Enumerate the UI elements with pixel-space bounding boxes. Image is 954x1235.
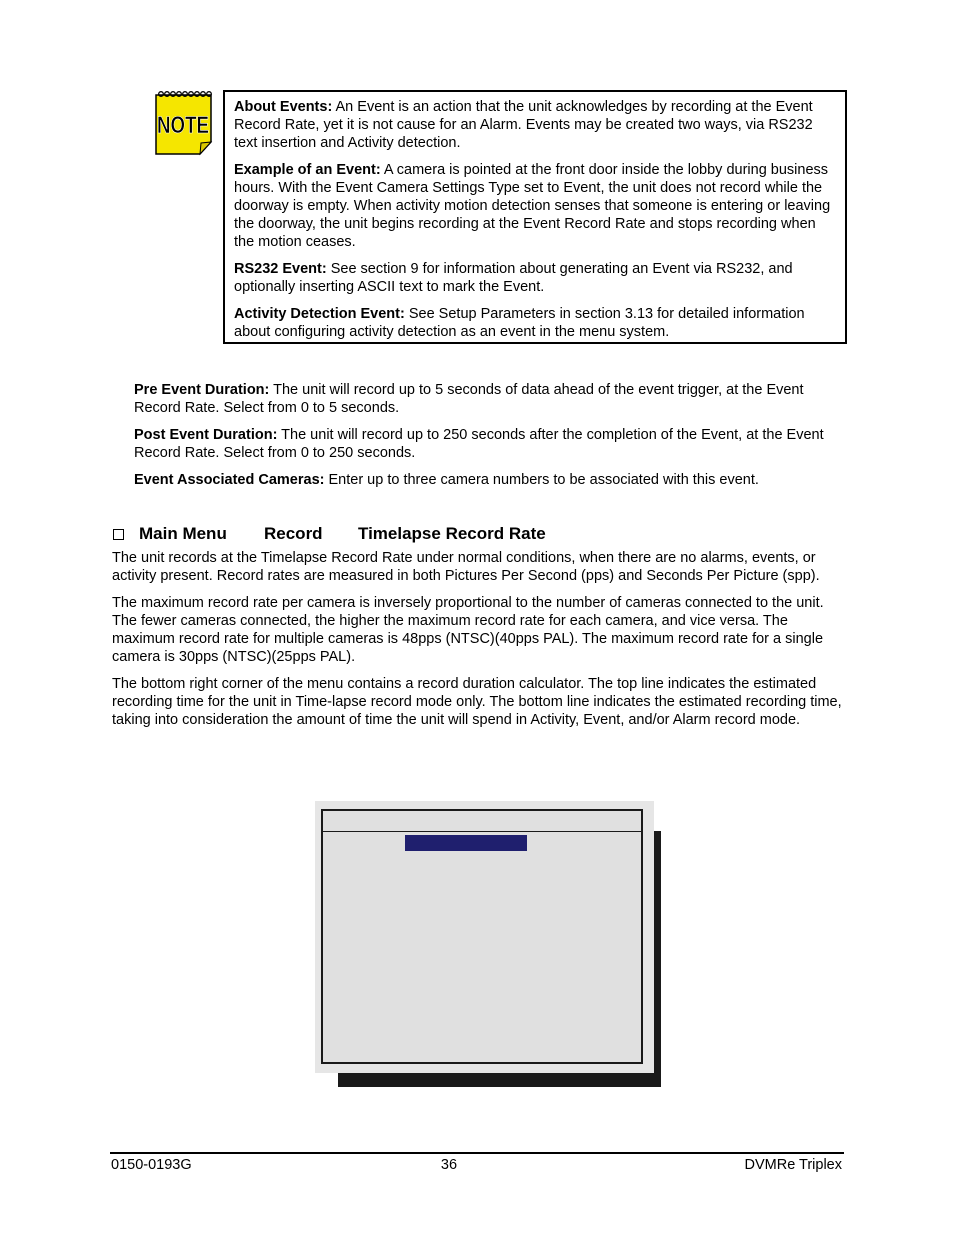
menu-screen	[321, 809, 643, 1064]
note-paragraph: RS232 Event: See section 9 for information about generating an Event via RS232, and optionally inserting ASCII text to mark the Event.	[234, 261, 793, 295]
note-paragraph: Activity Detection Event: See Setup Parameters in section 3.13 for detailed information about configuring activity detection as an event in the menu system.	[234, 306, 805, 340]
note-icon-label: NOTE	[157, 112, 209, 139]
section-heading	[113, 523, 546, 545]
body-paragraph: The maximum record rate per camera is inversely proportional to the number of cameras connected to the unit. The fewer cameras connected, the higher the maximum record rate for each camera, and vice versa. The maximum record rate for multiple cameras is 48pps (NTSC)(40pps PAL). The maximum record rate for a single camera is 30pps (NTSC)(25pps PAL).	[112, 595, 824, 665]
note-box	[223, 90, 847, 344]
menu-highlight	[405, 835, 527, 851]
post-event-duration: Post Event Duration: The unit will record up to 250 seconds after the completion of the Event, at the Event Record Rate. Select from 0 to 250 seconds.	[134, 427, 824, 461]
heading-record: Record	[264, 524, 323, 543]
footer-doc-number: 0150-0193G	[111, 1157, 192, 1173]
note-icon	[153, 90, 215, 158]
heading-timelapse-record-rate: Timelapse Record Rate	[358, 524, 546, 543]
pre-event-duration: Pre Event Duration: The unit will record up to 5 seconds of data ahead of the event trigger, at the Event Record Rate. Select from 0 to 5 seconds.	[134, 382, 804, 416]
event-associated-cameras: Event Associated Cameras: Enter up to three camera numbers to be associated with this event.	[134, 472, 759, 488]
body-paragraph: The unit records at the Timelapse Record Rate under normal conditions, when there are no alarms, events, or activity present. Record rates are measured in both Pictures Per Second (pps) and Seconds Per Picture (spp).	[112, 550, 820, 584]
checkbox-icon	[113, 529, 124, 540]
footer-page-number: 36	[440, 1157, 458, 1173]
body-paragraph: The bottom right corner of the menu contains a record duration calculator. The top line indicates the estimated recording time for the unit in Time-lapse record mode only. The bottom line indicates the estimated recording time, taking into consideration the amount of time the unit will spend in Activity, Event, and/or Alarm record mode.	[112, 676, 842, 728]
note-paragraph: About Events: An Event is an action that the unit acknowledges by recording at the Event Record Rate, yet it is not cause for an Alarm. Events may be created two ways, via RS232 text insertion and Activity detection.	[234, 99, 813, 151]
menu-title-bar	[323, 811, 641, 832]
heading-main-menu: Main Menu	[139, 524, 227, 543]
footer-rule	[110, 1152, 844, 1154]
event-settings	[134, 381, 854, 498]
note-paragraph: Example of an Event: A camera is pointed at the front door inside the lobby during business hours. With the Event Camera Settings Type set to Event, the unit does not record while the doorway is empty. When activity motion detection senses that someone is entering or leaving the doorway, the unit begins recording at the Event Record Rate and stops recording when the motion ceases.	[234, 162, 831, 250]
section-body	[112, 549, 842, 738]
footer-product: DVMRe Triplex	[744, 1157, 842, 1173]
